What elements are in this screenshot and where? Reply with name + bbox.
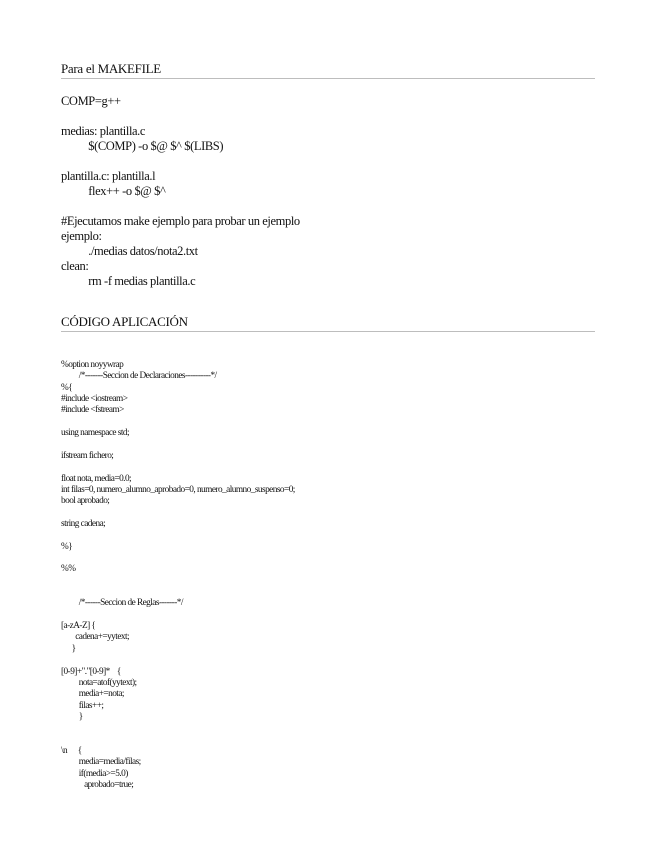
makefile-heading: Para el MAKEFILE (61, 61, 595, 79)
code-line: [0-9]+"."[0-9]* { (61, 666, 121, 677)
code-line: \n { (61, 745, 82, 756)
code-line: float nota, media=0.0; (61, 473, 132, 484)
code-line: if(media>=5.0) (61, 768, 128, 779)
code-line: /*-------Seccion de Declaraciones----------*/ (61, 371, 217, 382)
code-line: cadena+=yytext; (61, 632, 130, 643)
makefile-line: COMP=g++ (61, 94, 121, 108)
makefile-line: $(COMP) -o $@ $^ $(LIBS) (61, 139, 224, 153)
code-heading: CÓDIGO APLICACIÓN (61, 314, 595, 332)
code-line: %option noyywrap (61, 360, 124, 370)
code-line: string cadena; (61, 518, 106, 529)
code-line: aprobado=true; (61, 780, 134, 790)
makefile-line: rm -f medias plantilla.c (61, 274, 196, 288)
makefile-line: flex++ -o $@ $^ (61, 184, 166, 198)
code-line: %} (61, 541, 73, 552)
code-line: } (61, 711, 83, 722)
code-line: %% (61, 564, 76, 575)
code-line: using namespace std; (61, 428, 130, 439)
code-line: #include <iostream> (61, 394, 128, 405)
makefile-line: ./medias datos/nota2.txt (61, 244, 198, 258)
code-line: /*------Seccion de Reglas-------*/ (61, 598, 183, 609)
makefile-line: clean: (61, 259, 89, 273)
code-line: media+=nota; (61, 689, 124, 700)
code-line: nota=atof(yytext); (61, 677, 137, 688)
code-line: media=media/filas; (61, 757, 141, 768)
code-line: bool aprobado; (61, 496, 110, 507)
code-line: filas++; (61, 700, 104, 711)
makefile-line: #Ejecutamos make ejemplo para probar un ejemplo (61, 214, 300, 228)
makefile-line: ejemplo: (61, 229, 102, 243)
code-line: } (61, 643, 76, 654)
code-line: #include <fstream> (61, 405, 124, 416)
makefile-line: plantilla.c: plantilla.l (61, 169, 156, 183)
code-line: int filas=0, numero_alumno_aprobado=0, numero_alumno_suspenso=0; (61, 484, 295, 495)
code-line: %{ (61, 382, 73, 393)
code-line: ifstream fichero; (61, 450, 114, 461)
makefile-line: medias: plantilla.c (61, 124, 146, 138)
code-line: [a-zA-Z] { (61, 621, 96, 631)
